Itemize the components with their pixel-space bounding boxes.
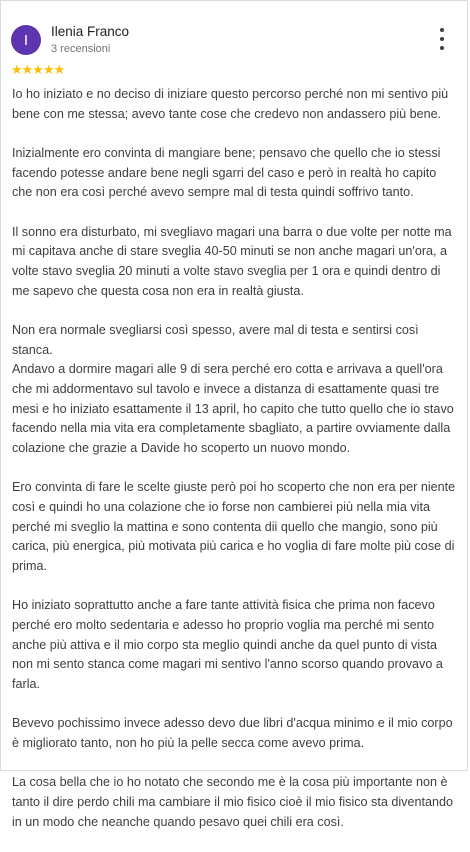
more-vertical-icon[interactable] — [435, 28, 449, 50]
star-rating: ★★★★★ — [11, 62, 65, 77]
review-paragraph: Ho iniziato soprattutto anche a fare tante attività fisica che prima non facevo perché ero molto sedentaria e adesso ho proprio voglia ma perché mi sento anche più attiva e il mio corpo sta meglio quindi anche da quel punto di vista non mi sento stanca come magari mi sentivo l'anno scorso quando provavo a farla. — [12, 598, 443, 692]
review-paragraph: Inizialmente ero convinta di mangiare bene; pensavo che quello che io stessi facendo potesse andare bene negli sgarri del caso e però in realtà ho capito che non era così perché avevo sempre mal di testa quindi soffrivo tanto. — [12, 145, 441, 200]
review-paragraph: Il sonno era disturbato, mi svegliavo magari una barra o due volte per notte ma mi capitava anche di stare sveglia 40-50 minuti se non anche magari un'ora, a volte stavo sveglia 20 minuti a volte stavo sveglia per 1 ora e quindi dentro di me sapevo che questa cosa non era in realtà giusta. — [12, 224, 452, 298]
review-paragraph: Ero convinta di fare le scelte giuste però poi ho scoperto che non era per niente così e quindi ho una colazione che io forse non cambierei più nella mia vita perché mi sveglio la mattina e sono contenta dii quello che mangio, sono più carica, più energica, più motivata più carica e ho voglia di fare molte più cose di prima. — [12, 480, 456, 574]
menu-dot — [440, 37, 444, 41]
reviewer-review-count[interactable]: 3 recensioni — [51, 43, 111, 55]
reviewer-header — [11, 23, 129, 57]
reviewer-info — [51, 24, 129, 56]
review-paragraph: Bevevo pochissimo invece adesso devo due libri d'acqua minimo e il mio corpo è migliorato tanto, non ho più la pelle secca come avevo prima. — [12, 716, 453, 750]
avatar[interactable]: I — [11, 25, 41, 55]
menu-dot — [440, 46, 444, 50]
menu-dot — [440, 28, 444, 32]
review-text — [12, 85, 458, 852]
review-paragraph: Io ho iniziato e no deciso di iniziare questo percorso perché non mi sentivo più bene con me stessa; avevo tante cose che credevo non andassero più bene. — [12, 87, 449, 121]
review-paragraph: La cosa bella che io ho notato che secondo me è la cosa più importante non è tanto il dire perdo chili ma cambiare il mio fisico cioè il mio fisico sta diventando in un modo che neanche quando pesavo quei chili era così. — [12, 775, 453, 829]
reviewer-name[interactable]: Ilenia Franco — [51, 24, 130, 39]
review-paragraph: Non era normale svegliarsi così spesso, avere mal di testa e sentirsi così stanca. Andavo a dormire magari alle 9 di sera perché ero cotta e arrivava a quell'ora che mi addormentavo sul tavolo e invece a distanza di esattamente quasi tre mesi e ho iniziato esattamente il 13 april, ho capito che tutto quello che io stavo facendo nella mia vita era completamente sbagliato, a partire ovviamente dalla colazione che grazie a Davide ho scoperto un nuovo mondo. — [12, 322, 454, 456]
